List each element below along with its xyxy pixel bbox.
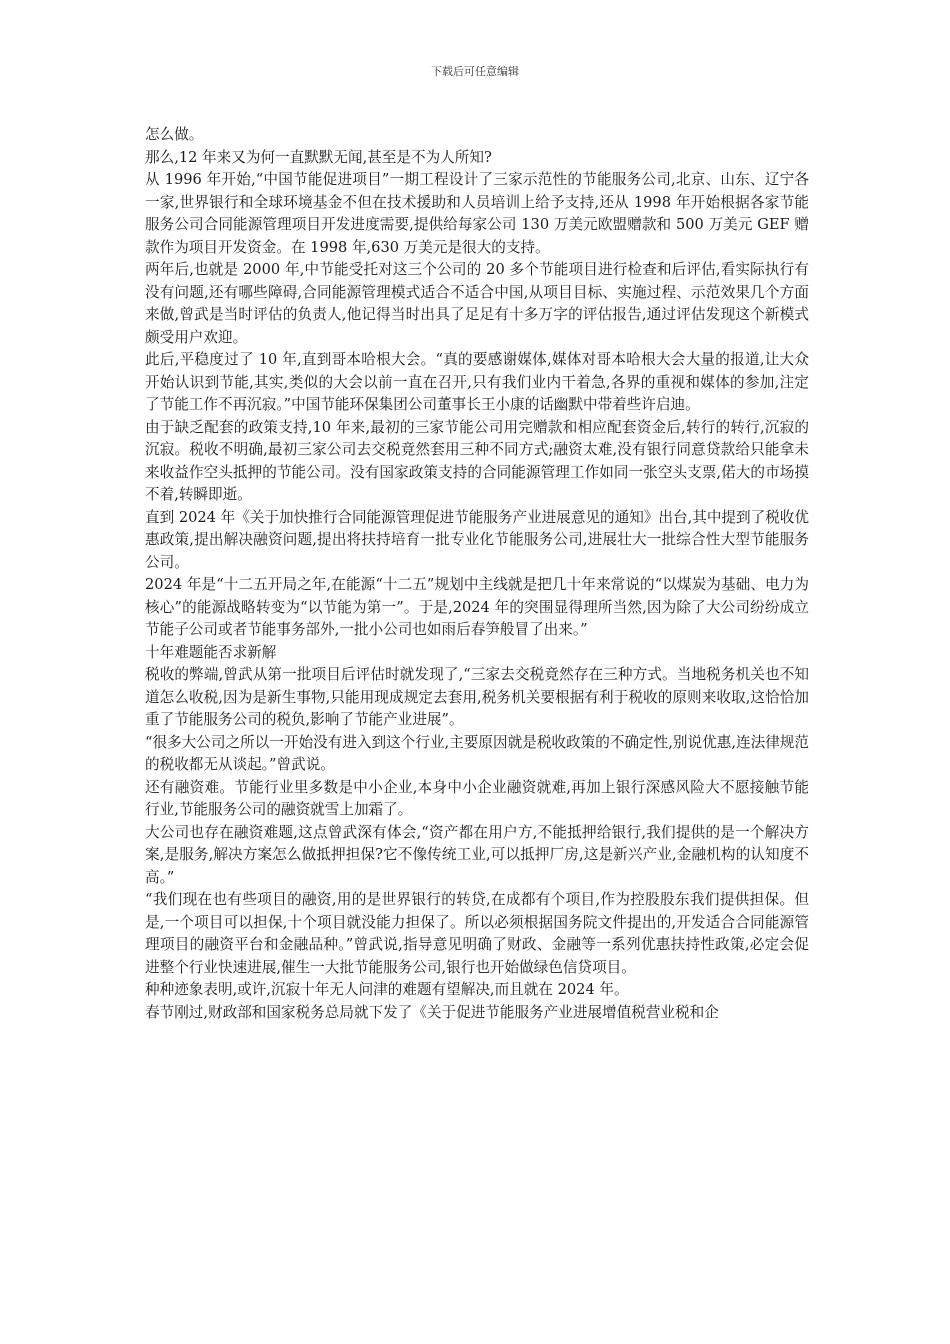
paragraph: “我们现在也有些项目的融资,用的是世界银行的转贷,在成都有个项目,作为控股股东我们提供担保。但是,一个项目可以担保,十个项目就没能力担保了。所以必须根据国务院文件提出的,开发适合合同能源管理项目的融资平台和金融品种。”曾武说,指导意见明确了财政、金融等一系列优惠扶持性政策,必定会促进整个行业快速进展,催生一大批节能服务公司,银行也开始做绿色信贷项目。 — [145, 891, 809, 976]
paragraph: “很多大公司之所以一开始没有进入到这个行业,主要原因就是税收政策的不确定性,别说优惠,连法律规范的税收都无从谈起。”曾武说。 — [145, 733, 809, 773]
paragraph: 从 1996 年开始,“中国节能促进项目”一期工程设计了三家示范性的节能服务公司,北京、山东、辽宁各一家,世界银行和全球环境基金不但在技术援助和人员培训上给予支持,还从 1998 年开始根据各家节能服务公司合同能源管理项目开发进度需要,提供给每家公司 130 万美元欧盟赠款和 500 万美元 GEF 赠款作为项目开发资金。在 1998 年,630 万美元是很大的支持。 — [145, 171, 809, 256]
paragraph: 春节刚过,财政部和国家税务总局就下发了《关于促进节能服务产业进展增值税营业税和企 — [145, 1003, 719, 1021]
paragraph: 两年后,也就是 2000 年,中节能受托对这三个公司的 20 多个节能项目进行检查和后评估,看实际执行有没有问题,还有哪些障碍,合同能源管理模式适合不适合中国,从项目目标、实施过程、示范效果几个方面来做,曾武是当时评估的负责人,他记得当时出具了足足有十多万字的评估报告,通过评估发现这个新模式颇受用户欢迎。 — [145, 261, 809, 346]
paragraph: 还有融资难。节能行业里多数是中小企业,本身中小企业融资就难,再加上银行深感风险大不愿接触节能行业,节能服务公司的融资就雪上加霜了。 — [145, 778, 809, 818]
paragraph: 由于缺乏配套的政策支持,10 年来,最初的三家节能公司用完赠款和相应配套资金后,转行的转行,沉寂的沉寂。税收不明确,最初三家公司去交税竟然套用三种不同方式;融资太难,没有银行同意贷款给只能拿未来收益作空头抵押的节能公司。没有国家政策支持的合同能源管理工作如同一张空头支票,偌大的市场摸不着,转瞬即逝。 — [145, 418, 809, 503]
paragraph: 直到 2024 年《关于加快推行合同能源管理促进节能服务产业进展意见的通知》出台,其中提到了税收优惠政策,提出解决融资问题,提出将扶持培育一批专业化节能服务公司,进展壮大一批综合性大型节能服务公司。 — [145, 508, 809, 571]
paragraph: 此后,平稳度过了 10 年,直到哥本哈根大会。“真的要感谢媒体,媒体对哥本哈根大会大量的报道,让大众开始认识到节能,其实,类似的大会以前一直在召开,只有我们业内干着急,各界的重视和媒体的参加,注定了节能工作不再沉寂。”中国节能环保集团公司董事长王小康的话幽默中带着些许启迪。 — [145, 351, 809, 413]
paragraph: 怎么做。 — [145, 126, 204, 143]
document-body — [145, 124, 809, 1024]
paragraph: 种种迹象表明,或许,沉寂十年无人问津的难题有望解决,而且就在 2024 年。 — [145, 981, 629, 998]
paragraph: 那么,12 年来又为何一直默默无闻,甚至是不为人所知? — [145, 148, 492, 166]
section-heading: 十年难题能否求新解 — [145, 643, 277, 661]
paragraph: 2024 年是“十二五开局之年,在能源“十二五”规划中主线就是把几十年来常说的“以煤炭为基础、电力为核心”的能源战略转变为“以节能为第一”。于是,2024 年的突围显得理所当然,因为除了大公司纷纷成立节能子公司或者节能事务部外,一批小公司也如雨后春笋般冒了出来。” — [145, 576, 809, 638]
paragraph: 大公司也存在融资难题,这点曾武深有体会,“资产都在用户方,不能抵押给银行,我们提供的是一个解决方案,是服务,解决方案怎么做抵押担保?它不像传统工业,可以抵押厂房,这是新兴产业,金融机构的认知度不高。” — [145, 823, 809, 886]
paragraph: 税收的弊端,曾武从第一批项目后评估时就发现了,“三家去交税竟然存在三种方式。当地税务机关也不知道怎么收税,因为是新生事物,只能用现成规定去套用,税务机关要根据有利于税收的原则来收取,这恰恰加重了节能服务公司的税负,影响了节能产业进展”。 — [145, 666, 809, 728]
page-header: 下载后可任意编辑 — [431, 65, 519, 78]
